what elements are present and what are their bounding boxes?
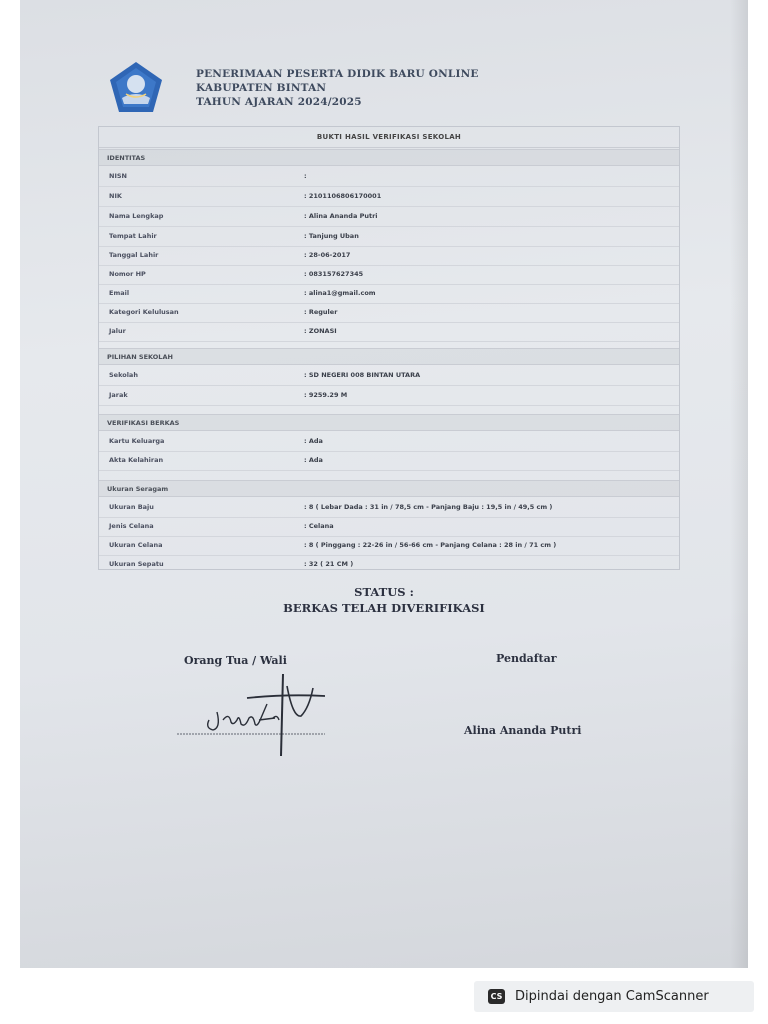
row-value: : 083157627345 (304, 270, 364, 278)
header-line-3: TAHUN AJARAN 2024/2025 (196, 96, 362, 108)
row-value: : Tanjung Uban (304, 232, 359, 240)
applicant-name: Alina Ananda Putri (464, 724, 582, 737)
status-value: BERKAS TELAH DIVERIFIKASI (283, 601, 485, 615)
paper-edge-shadow (730, 0, 748, 968)
row-label: Kartu Keluarga (109, 437, 165, 445)
row-ukuran-baju (99, 498, 679, 518)
row-label: NIK (109, 192, 122, 200)
section-identitas: IDENTITAS (99, 149, 679, 166)
row-ukuran-sepatu (99, 555, 679, 574)
row-label: Jalur (109, 327, 126, 335)
row-jalur (99, 322, 679, 342)
row-label: Email (109, 289, 130, 297)
row-value: : 9259.29 M (304, 391, 348, 399)
row-nik (99, 187, 679, 207)
status-label: STATUS : (354, 585, 414, 599)
row-label: Sekolah (109, 371, 138, 379)
row-label: Tanggal Lahir (109, 251, 159, 259)
row-label: Ukuran Sepatu (109, 560, 164, 568)
row-value: : Alina Ananda Putri (304, 212, 378, 220)
row-value: : SD NEGERI 008 BINTAN UTARA (304, 371, 421, 379)
section-pilihan-sekolah: PILIHAN SEKOLAH (99, 348, 679, 365)
section-verifikasi-berkas: VERIFIKASI BERKAS (99, 414, 679, 431)
row-value: : (304, 172, 307, 180)
row-label: Kategori Kelulusan (109, 308, 179, 316)
row-value: : Celana (304, 522, 334, 530)
applicant-signature-label: Pendaftar (496, 652, 557, 665)
row-ukuran-celana (99, 536, 679, 556)
row-kategori-kelulusan (99, 303, 679, 323)
row-label: Akta Kelahiran (109, 456, 164, 464)
row-tempat-lahir (99, 227, 679, 247)
row-label: Nama Lengkap (109, 212, 164, 220)
row-value: : alina1@gmail.com (304, 289, 376, 297)
bintan-regency-logo-icon (108, 60, 164, 114)
row-value: : 32 ( 21 CM ) (304, 560, 354, 568)
form-title: BUKTI HASIL VERIFIKASI SEKOLAH (99, 127, 679, 148)
document-paper (20, 0, 748, 968)
document-header (196, 67, 479, 109)
row-value: : 8 ( Lebar Dada : 31 in / 78,5 cm - Panjang Baju : 19,5 in / 49,5 cm ) (304, 503, 553, 511)
row-label: Tempat Lahir (109, 232, 157, 240)
row-value: : ZONASI (304, 327, 337, 335)
row-label: Nomor HP (109, 270, 146, 278)
row-value: : Reguler (304, 308, 338, 316)
row-value: : 8 ( Pinggang : 22-26 in / 56-66 cm - Panjang Celana : 28 in / 71 cm ) (304, 541, 557, 549)
row-tanggal-lahir (99, 246, 679, 266)
row-label: Jarak (109, 391, 128, 399)
row-kartu-keluarga (99, 432, 679, 452)
row-nomor-hp (99, 265, 679, 285)
row-label: Jenis Celana (109, 522, 154, 530)
header-line-1: PENERIMAAN PESERTA DIDIK BARU ONLINE (196, 68, 479, 80)
row-value: : Ada (304, 456, 323, 464)
camscanner-logo-icon: CS (488, 989, 505, 1004)
row-label: Ukuran Celana (109, 541, 163, 549)
section-ukuran-seragam: Ukuran Seragam (99, 480, 679, 497)
row-value: : 28-06-2017 (304, 251, 351, 259)
row-value: : Ada (304, 437, 323, 445)
handwritten-signature-icon (175, 668, 325, 760)
row-jarak (99, 386, 679, 406)
verification-status (20, 584, 748, 616)
camscanner-watermark (474, 981, 754, 1012)
verification-form (98, 126, 680, 570)
row-akta-kelahiran (99, 451, 679, 471)
row-nisn (99, 167, 679, 187)
parent-signature-label: Orang Tua / Wali (184, 654, 287, 667)
row-value: : 2101106806170001 (304, 192, 382, 200)
row-label: NISN (109, 172, 127, 180)
camscanner-text: Dipindai dengan CamScanner (515, 989, 709, 1004)
row-jenis-celana (99, 517, 679, 537)
row-email (99, 284, 679, 304)
row-label: Ukuran Baju (109, 503, 154, 511)
row-sekolah (99, 366, 679, 386)
row-nama-lengkap (99, 207, 679, 227)
header-line-2: KABUPATEN BINTAN (196, 82, 327, 94)
